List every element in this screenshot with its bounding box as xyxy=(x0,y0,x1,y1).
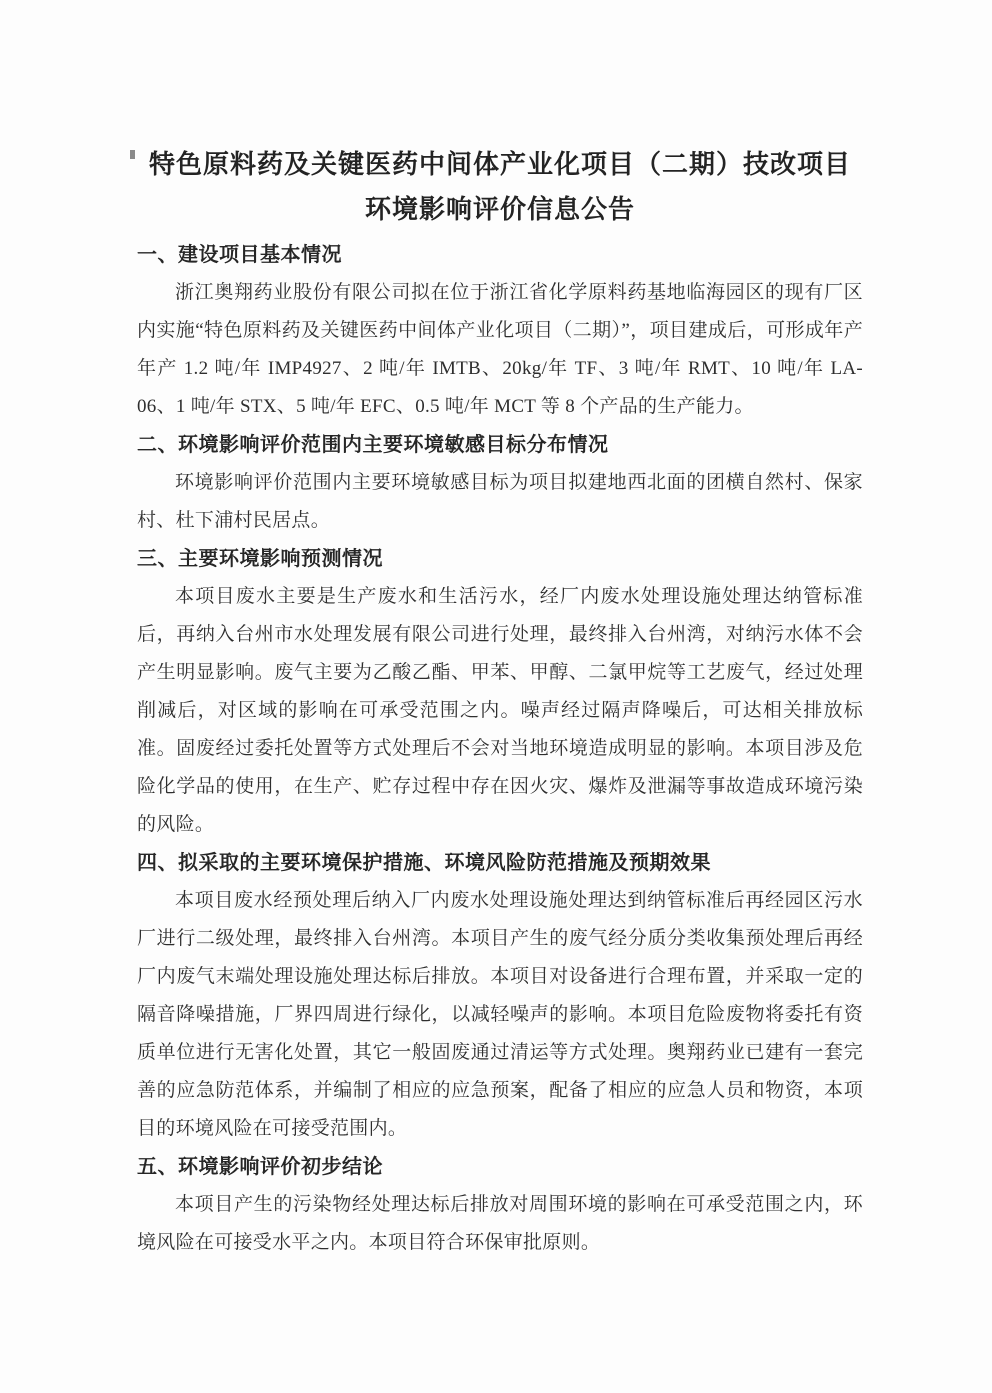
document-title-line-1: 特色原料药及关键医药中间体产业化项目（二期）技改项目 xyxy=(148,149,851,179)
section-2-paragraph: 环境影响评价范围内主要环境敏感目标为项目拟建地西北面的团横自然村、保家村、杜下浦村民居点。 xyxy=(137,472,863,531)
section-1-heading: 一、建设项目基本情况 xyxy=(137,244,342,266)
document-title xyxy=(137,142,863,232)
section-2-heading: 二、环境影响评价范围内主要环境敏感目标分布情况 xyxy=(137,434,609,456)
section-4-paragraph: 本项目废水经预处理后纳入厂内废水处理设施处理达到纳管标准后再经园区污水厂进行二级处理，最终排入台州湾。本项目产生的废气经分质分类收集预处理后再经厂内废气末端处理设施处理达标后排放。本项目对设备进行合理布置，并采取一定的隔音降噪措施，厂界四周进行绿化，以减轻噪声的影响。本项目危险废物将委托有资质单位进行无害化处置，其它一般固废通过清运等方式处理。奥翔药业已建有一套完善的应急防范体系，并编制了相应的应急预案，配备了相应的应急人员和物资，本项目的环境风险在可接受范围内。 xyxy=(137,890,863,1139)
section-5 xyxy=(137,1148,863,1262)
section-5-heading: 五、环境影响评价初步结论 xyxy=(137,1156,383,1178)
scan-artifact xyxy=(130,150,135,159)
document-body xyxy=(137,236,863,1262)
section-4-heading: 四、拟采取的主要环境保护措施、环境风险防范措施及预期效果 xyxy=(137,852,711,874)
section-3-paragraph: 本项目废水主要是生产废水和生活污水，经厂内废水处理设施处理达纳管标准后，再纳入台州市水处理发展有限公司进行处理，最终排入台州湾，对纳污水体不会产生明显影响。废气主要为乙酸乙酯、甲苯、甲醇、二氯甲烷等工艺废气，经过处理削减后，对区域的影响在可承受范围之内。噪声经过隔声降噪后，可达相关排放标准。固废经过委托处置等方式处理后不会对当地环境造成明显的影响。本项目涉及危险化学品的使用，在生产、贮存过程中存在因火灾、爆炸及泄漏等事故造成环境污染的风险。 xyxy=(137,586,863,835)
section-1-paragraph: 浙江奥翔药业股份有限公司拟在位于浙江省化学原料药基地临海园区的现有厂区内实施“特色原料药及关键医药中间体产业化项目（二期）”，项目建成后，可形成年产年产 1.2 吨/年 IMP4927、2 吨/年 IMTB、20kg/年 TF、3 吨/年 RMT、10 吨/年 LA-06、1 吨/年 STX、5 吨/年 EFC、0.5 吨/年 MCT 等 8 个产品的生产能力。 xyxy=(137,282,863,417)
document-content xyxy=(137,142,863,1262)
document-title-line-2: 环境影响评价信息公告 xyxy=(364,194,635,224)
section-4 xyxy=(137,844,863,1148)
section-5-paragraph: 本项目产生的污染物经处理达标后排放对周围环境的影响在可承受范围之内，环境风险在可接受水平之内。本项目符合环保审批原则。 xyxy=(137,1194,863,1253)
section-2 xyxy=(137,426,863,540)
section-1 xyxy=(137,236,863,426)
section-3-heading: 三、主要环境影响预测情况 xyxy=(137,548,383,570)
section-3 xyxy=(137,540,863,844)
